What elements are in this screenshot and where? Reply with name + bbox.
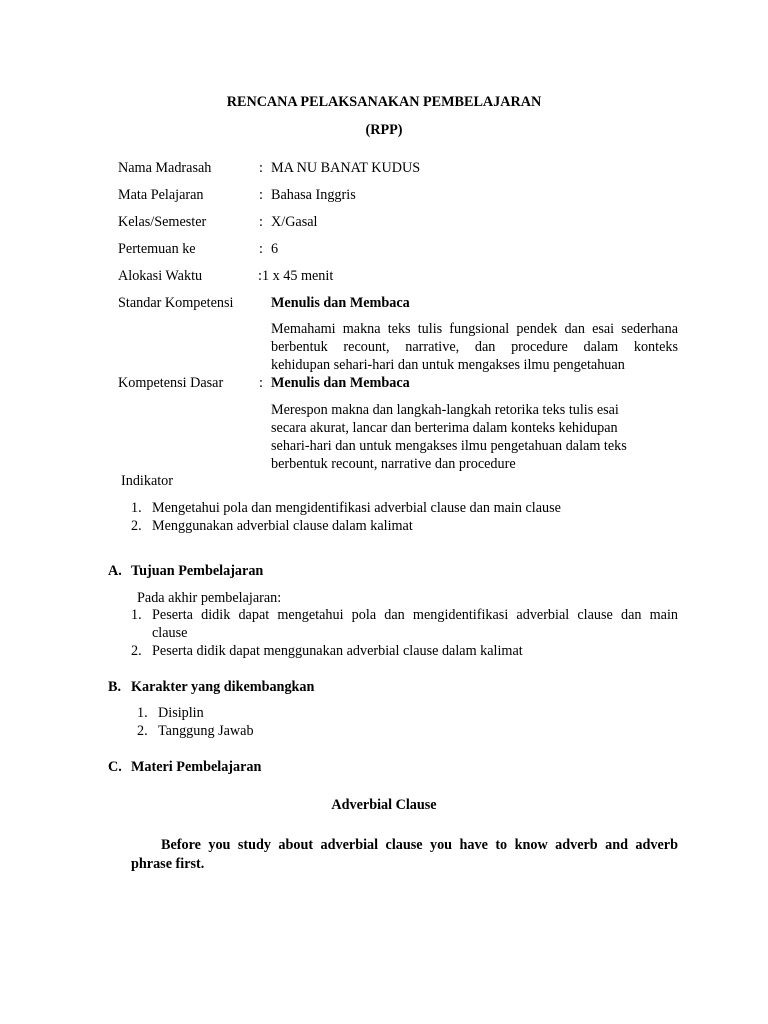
sep-mata-pelajaran: : [259,187,263,203]
value-nama-madrasah: MA NU BANAT KUDUS [271,160,421,176]
indikator-num-1: 1. [131,500,142,516]
section-c-letter: C. [108,759,122,775]
kompetensi-dasar-line-1: Merespon makna dan langkah-langkah retorika teks tulis esai [271,402,619,418]
section-a-title: Tujuan Pembelajaran [131,563,264,579]
indikator-item-1: Mengetahui pola dan mengidentifikasi adverbial clause dan main clause [152,500,561,516]
sep-kompetensi-dasar: : [259,375,263,391]
kompetensi-dasar-heading: Menulis dan Membaca [271,375,410,391]
section-a-item-1-line-2: clause [152,625,188,641]
section-a-item-1-line-1: Peserta didik dapat mengetahui pola dan mengidentifikasi adverbial clause dan main [152,607,678,623]
label-kelas-semester: Kelas/Semester [118,214,207,230]
section-c-paragraph-line-1: Before you study about adverbial clause you have to know adverb and adverb [161,837,678,853]
value-mata-pelajaran: Bahasa Inggris [271,187,356,203]
standar-kompetensi-line-3: kehidupan sehari-hari dan untuk mengakses ilmu pengetahuan [271,357,625,373]
section-c-paragraph-line-2: phrase first. [131,856,205,872]
value-pertemuan: 6 [271,241,279,257]
kompetensi-dasar-line-2: secara akurat, lancar dan berterima dalam konteks kehidupan [271,420,618,436]
sep-kelas-semester: : [259,214,263,230]
section-a-num-2: 2. [131,643,142,659]
standar-kompetensi-line-1: Memahami makna teks tulis fungsional pendek dan esai sederhana [271,321,678,337]
value-alokasi-waktu: :1 x 45 menit [258,268,334,284]
value-kelas-semester: X/Gasal [271,214,318,230]
indikator-num-2: 2. [131,518,142,534]
document-subtitle: (RPP) [365,122,403,138]
label-pertemuan: Pertemuan ke [118,241,196,257]
label-nama-madrasah: Nama Madrasah [118,160,212,176]
section-a-num-1: 1. [131,607,142,623]
sep-nama-madrasah: : [259,160,263,176]
section-b-item-2: Tanggung Jawab [158,723,254,739]
document-title: RENCANA PELAKSANAKAN PEMBELAJARAN [226,94,542,110]
label-kompetensi-dasar: Kompetensi Dasar [118,375,224,391]
standar-kompetensi-heading: Menulis dan Membaca [271,295,410,311]
section-b-letter: B. [108,679,122,695]
section-c-title: Materi Pembelajaran [131,759,262,775]
section-b-num-2: 2. [137,723,148,739]
label-standar-kompetensi: Standar Kompetensi [118,295,234,311]
section-b-title: Karakter yang dikembangkan [131,679,315,695]
kompetensi-dasar-line-4: berbentuk recount, narrative dan procedure [271,456,516,472]
section-a-item-2: Peserta didik dapat menggunakan adverbial clause dalam kalimat [152,643,523,659]
section-b-item-1: Disiplin [158,705,204,721]
label-mata-pelajaran: Mata Pelajaran [118,187,204,203]
kompetensi-dasar-line-3: sehari-hari dan untuk mengakses ilmu pengetahuan dalam teks [271,438,627,454]
standar-kompetensi-line-2: berbentuk recount, narrative, dan procedure dalam konteks [271,339,678,355]
section-b-num-1: 1. [137,705,148,721]
sep-pertemuan: : [259,241,263,257]
section-c-subheading: Adverbial Clause [331,797,437,813]
section-a-letter: A. [108,563,122,579]
label-indikator: Indikator [121,473,174,489]
section-a-intro: Pada akhir pembelajaran: [137,590,282,606]
indikator-item-2: Menggunakan adverbial clause dalam kalimat [152,518,413,534]
label-alokasi-waktu: Alokasi Waktu [118,268,203,284]
